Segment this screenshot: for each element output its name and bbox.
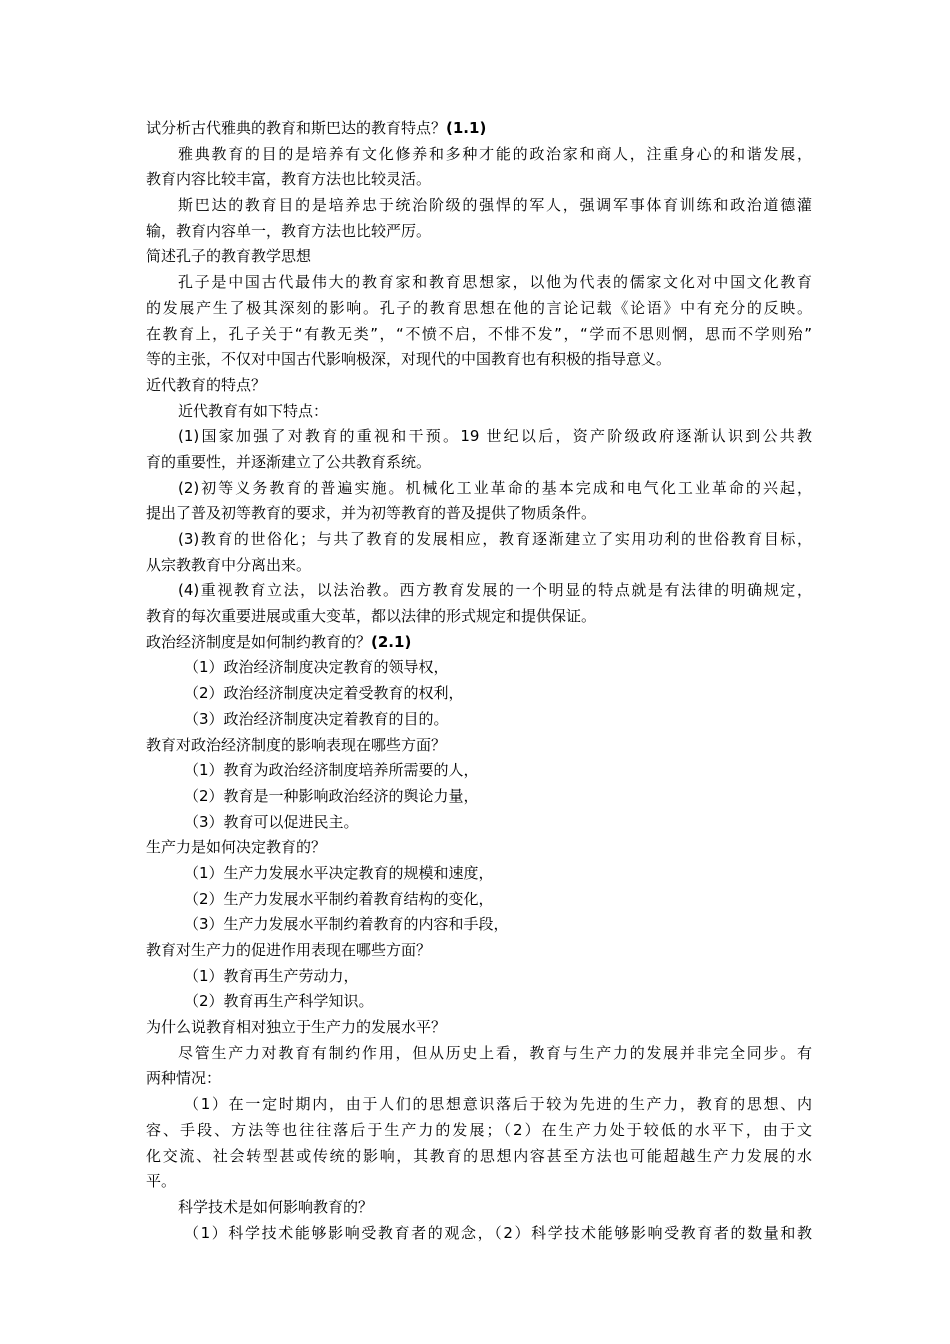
list-item: （2）教育再生产科学知识。: [184, 992, 374, 1011]
paragraph-line: 尽管生产力对教育有制约作用，但从历史上看，教育与生产力的发展并非完全同步。有: [178, 1043, 812, 1062]
question-heading: 政治经济制度是如何制约教育的？(2.1): [146, 632, 412, 651]
paragraph-line: (2)初等义务教育的普遍实施。机械化工业革命的基本完成和电气化工业革命的兴起，: [178, 478, 812, 497]
list-item: （2）生产力发展水平制约着教育结构的变化，: [184, 889, 494, 908]
paragraph-line: 斯巴达的教育目的是培养忠于统治阶级的强悍的军人，强调军事体育训练和政治道德灌: [178, 196, 812, 215]
list-item: （1）生产力发展水平决定教育的规模和速度，: [184, 863, 494, 882]
paragraph-line: 容、手段、方法等也往往落后于生产力的发展；（2）在生产力处于较低的水平下，由于文: [146, 1120, 812, 1139]
paragraph-line: 化交流、社会转型甚或传统的影响，其教育的思想内容甚至方法也可能超越生产力发展的水: [146, 1146, 812, 1165]
document-page: [146, 116, 812, 1246]
paragraph-line: 从宗教教育中分离出来。: [146, 555, 312, 574]
list-item: （3）生产力发展水平制约着教育的内容和手段，: [184, 915, 509, 934]
paragraph-line: 孔子是中国古代最伟大的教育家和教育思想家，以他为代表的儒家文化对中国文化教育: [178, 273, 812, 292]
paragraph-line: 教育内容比较丰富，教育方法也比较灵活。: [146, 170, 432, 189]
paragraph-line: （1）科学技术能够影响受教育者的观念，（2）科学技术能够影响受教育者的数量和教: [184, 1223, 812, 1242]
paragraph-line: 育的重要性，并逐渐建立了公共教育系统。: [146, 452, 432, 471]
paragraph-line: 等的主张，不仅对中国古代影响极深，对现代的中国教育也有积极的指导意义。: [146, 350, 672, 369]
list-item: （3）政治经济制度决定着教育的目的。: [184, 709, 449, 728]
paragraph-line: (4)重视教育立法，以法治教。西方教育发展的一个明显的特点就是有法律的明确规定，: [178, 581, 812, 600]
paragraph-line: 提出了普及初等教育的要求，并为初等教育的普及提供了物质条件。: [146, 504, 597, 523]
list-item: （1）教育再生产劳动力，: [184, 966, 359, 985]
paragraph-line: 两种情况：: [146, 1069, 222, 1088]
list-item: （2）政治经济制度决定着受教育的权利，: [184, 684, 464, 703]
question-heading: 简述孔子的教育教学思想: [146, 247, 312, 266]
question-heading: 近代教育的特点？: [146, 375, 267, 394]
list-item: （2）教育是一种影响政治经济的舆论力量，: [184, 786, 479, 805]
list-item: （1）教育为政治经济制度培养所需要的人，: [184, 761, 479, 780]
paragraph-line: (3)教育的世俗化；与共了教育的发展相应，教育逐渐建立了实用功利的世俗教育目标，: [178, 530, 812, 548]
paragraph-line: 在教育上，孔子关于“有教无类”，“不愤不启，不悱不发”，“学而不思则惘，思而不学则殆”: [146, 324, 812, 343]
list-item: （1）政治经济制度决定教育的领导权，: [184, 658, 449, 677]
question-heading: 生产力是如何决定教育的？: [146, 838, 327, 857]
paragraph-line: (1)国家加强了对教育的重视和干预。19 世纪以后，资产阶级政府逐渐认识到公共教: [178, 427, 812, 446]
paragraph-line: 输，教育内容单一，教育方法也比较严厉。: [146, 221, 432, 240]
paragraph-line: 教育的每次重要进展或重大变革，都以法律的形式规定和提供保证。: [146, 607, 597, 626]
question-heading: 试分析古代雅典的教育和斯巴达的教育特点？(1.1): [146, 119, 487, 137]
question-heading: 教育对生产力的促进作用表现在哪些方面？: [146, 941, 432, 959]
question-heading: 科学技术是如何影响教育的？: [178, 1197, 374, 1216]
paragraph-line: （1）在一定时期内，由于人们的思想意识落后于较为先进的生产力，教育的思想、内: [184, 1095, 812, 1114]
paragraph-line: 近代教育有如下特点：: [178, 401, 329, 420]
question-heading: 教育对政治经济制度的影响表现在哪些方面？: [146, 735, 447, 754]
list-item: （3）教育可以促进民主。: [184, 812, 359, 831]
paragraph-line: 的发展产生了极其深刻的影响。孔子的教育思想在他的言论记载《论语》中有充分的反映。: [146, 298, 812, 317]
paragraph-line: 雅典教育的目的是培养有文化修养和多种才能的政治家和商人，注重身心的和谐发展，: [178, 144, 812, 163]
question-heading: 为什么说教育相对独立于生产力的发展水平？: [146, 1018, 447, 1037]
paragraph-line: 平。: [146, 1172, 177, 1191]
